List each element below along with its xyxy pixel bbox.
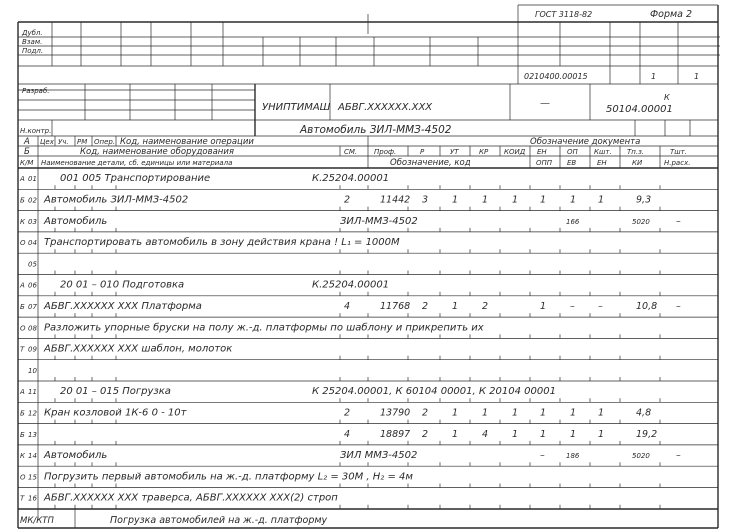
hdr-en-km: ЕН bbox=[597, 159, 607, 167]
row-value: – bbox=[598, 301, 603, 313]
row-code: ЗИЛ-ММЗ-4502 bbox=[340, 215, 418, 227]
row-number: 15 bbox=[28, 473, 37, 482]
form-labels bbox=[20, 9, 699, 526]
row-value: 4 bbox=[344, 301, 351, 313]
hdr-prof: Проф. bbox=[374, 148, 397, 156]
hdr-tsht: Тшт. bbox=[670, 148, 687, 156]
row-value: 2 bbox=[344, 194, 351, 206]
hdr-ki: КИ bbox=[632, 159, 643, 167]
hdr-tag-km: К/М bbox=[20, 159, 34, 167]
row-text: Автомобиль bbox=[44, 450, 108, 462]
row-number: 05 bbox=[28, 260, 37, 269]
row-value: 4 bbox=[482, 428, 489, 440]
row-value: 1 bbox=[598, 428, 605, 440]
row-number: 12 bbox=[28, 409, 37, 418]
footer-text: Погрузка автомобилей на ж.-д. платформу bbox=[110, 515, 328, 526]
row-tag: Б bbox=[20, 303, 25, 312]
row-value: 3 bbox=[422, 194, 429, 206]
row-value: 1 bbox=[540, 301, 547, 313]
row-value: 1 bbox=[482, 194, 489, 206]
dash-mark: — bbox=[540, 98, 550, 109]
hdr-nrash: Н.расх. bbox=[664, 159, 691, 167]
hdr-koid: КОИД bbox=[504, 148, 526, 156]
hdr-opp: ОПП bbox=[536, 159, 553, 167]
hdr-rm: РМ bbox=[77, 138, 88, 146]
hdr-ut: УТ bbox=[450, 148, 459, 156]
row-value: 11442 bbox=[380, 194, 411, 206]
hdr-cex: Цех bbox=[40, 138, 54, 146]
row-number: 09 bbox=[28, 345, 37, 354]
label-dubl: Дубл. bbox=[22, 29, 43, 37]
row-value: 1 bbox=[540, 407, 547, 419]
row-tag: О bbox=[20, 324, 26, 333]
row-value: 4,8 bbox=[636, 407, 652, 419]
row-text: АБВГ.XXXXXX XXX Платформа bbox=[44, 301, 202, 313]
row-value: 1 bbox=[598, 194, 605, 206]
hdr-kr: КР bbox=[479, 148, 489, 156]
row-tag: А bbox=[20, 388, 25, 397]
hdr-kst: Кшт. bbox=[594, 148, 612, 156]
row-value: 1 bbox=[570, 194, 577, 206]
k-number: 50104.00001 bbox=[606, 104, 673, 115]
row-text: Погрузить первый автомобиль на ж.-д. платформу L₂ = 30М , H₂ = 4м bbox=[44, 471, 413, 483]
row-value: 2 bbox=[422, 428, 429, 440]
document-code: АБВГ.XXXXXX.XXX bbox=[338, 102, 433, 113]
operation-rows bbox=[18, 173, 718, 509]
row-code: К.25204.00001 bbox=[312, 279, 390, 291]
row-value: 9,3 bbox=[636, 194, 652, 206]
sheet-number-b: 1 bbox=[694, 72, 700, 81]
doc-number: 0210400.00015 bbox=[524, 72, 588, 81]
row-code: К 25204.00001, К 60104 00001, К 20104 00001 bbox=[312, 386, 556, 398]
row-text: Разложить упорные бруски на полу ж.-д. платформы по шаблону и прикрепить их bbox=[44, 322, 484, 334]
row-value: 1 bbox=[512, 428, 519, 440]
label-podl: Подл. bbox=[22, 47, 44, 55]
row-text: 20 01 – 015 Погрузка bbox=[60, 386, 171, 398]
row-number: 08 bbox=[28, 324, 37, 333]
row-value: – bbox=[676, 450, 681, 462]
row-value: 1 bbox=[452, 407, 459, 419]
row-value: 1 bbox=[452, 301, 459, 313]
hdr-oper: Опер. bbox=[94, 138, 116, 146]
row-tag: Б bbox=[20, 409, 25, 418]
row-value: 186 bbox=[566, 452, 580, 461]
hdr-tag-b: Б bbox=[24, 147, 30, 157]
row-value: – bbox=[540, 450, 545, 462]
footer-label: МК/КТП bbox=[20, 516, 54, 526]
row-number: 10 bbox=[28, 366, 37, 375]
row-value: 2 bbox=[422, 407, 429, 419]
row-text: АБВГ.XXXXXX XXX траверса, АБВГ.XXXXXX XXX(2) строп bbox=[44, 492, 338, 504]
hdr-equipment: Код, наименование оборудования bbox=[80, 147, 234, 157]
hdr-uch: Уч. bbox=[58, 138, 69, 146]
row-text: 20 01 – 010 Подготовка bbox=[60, 279, 185, 291]
row-number: 04 bbox=[28, 239, 37, 248]
product-title: Автомобиль ЗИЛ-ММЗ-4502 bbox=[300, 124, 452, 136]
row-number: 07 bbox=[28, 303, 37, 312]
row-number: 02 bbox=[28, 196, 37, 205]
hdr-material-name: Наименование детали, сб. единицы или материала bbox=[41, 159, 233, 167]
row-tag: А bbox=[20, 281, 25, 290]
row-value: 4 bbox=[344, 428, 351, 440]
row-number: 06 bbox=[28, 281, 37, 290]
organization-name: УНИПТИМАШ bbox=[262, 102, 331, 113]
row-text: Автомобиль ЗИЛ-ММЗ-4502 bbox=[44, 194, 189, 206]
hdr-en: ЕН bbox=[537, 148, 547, 156]
row-number: 11 bbox=[28, 388, 37, 397]
label-vzam: Взам. bbox=[22, 38, 43, 46]
row-value: 1 bbox=[570, 407, 577, 419]
row-value: 1 bbox=[452, 194, 459, 206]
hdr-tpz: Тп.з. bbox=[627, 148, 645, 156]
k-label: К bbox=[664, 93, 670, 102]
row-value: 5020 bbox=[632, 217, 650, 226]
hdr-doc: Обозначение документа bbox=[530, 137, 641, 147]
row-tag: О bbox=[20, 473, 26, 482]
row-code: К.25204.00001 bbox=[312, 173, 390, 185]
row-number: 03 bbox=[28, 217, 37, 226]
row-value: – bbox=[676, 301, 681, 313]
row-text: Кран козловой 1К-6 0 - 10т bbox=[44, 407, 187, 419]
hdr-sm: СМ. bbox=[344, 148, 358, 156]
row-value: 1 bbox=[452, 428, 459, 440]
row-text: 001 005 Транспортирование bbox=[60, 173, 211, 185]
row-tag: Б bbox=[20, 430, 25, 439]
gost-label: ГОСТ 3118-82 bbox=[535, 10, 593, 19]
row-code: ЗИЛ ММЗ-4502 bbox=[340, 450, 418, 462]
row-value: 10,8 bbox=[636, 301, 658, 313]
hdr-oboz: Обозначение, код bbox=[390, 158, 471, 168]
row-value: 19,2 bbox=[636, 428, 658, 440]
row-number: 16 bbox=[28, 494, 37, 503]
row-number: 14 bbox=[28, 452, 37, 461]
row-text: Автомобиль bbox=[44, 215, 108, 227]
row-value: – bbox=[676, 215, 681, 227]
row-value: 2 bbox=[422, 301, 429, 313]
row-number: 01 bbox=[28, 175, 37, 184]
row-value: 13790 bbox=[380, 407, 411, 419]
row-value: 166 bbox=[566, 217, 580, 226]
row-tag: О bbox=[20, 239, 26, 248]
row-text: АБВГ.XXXXXX XXX шаблон, молоток bbox=[44, 343, 233, 355]
row-value: 1 bbox=[540, 194, 547, 206]
row-tag: Т bbox=[20, 494, 25, 503]
row-value: 1 bbox=[482, 407, 489, 419]
hdr-op: ОП bbox=[567, 148, 578, 156]
row-tag: Т bbox=[20, 345, 25, 354]
row-value: 1 bbox=[512, 407, 519, 419]
hdr-r: Р bbox=[420, 148, 425, 156]
row-value: 11768 bbox=[380, 301, 411, 313]
row-value: 2 bbox=[344, 407, 351, 419]
sheet-number-a: 1 bbox=[651, 72, 657, 81]
row-value: – bbox=[570, 301, 575, 313]
row-number: 13 bbox=[28, 430, 37, 439]
row-value: 1 bbox=[598, 407, 605, 419]
row-value: 2 bbox=[482, 301, 489, 313]
row-tag: А bbox=[20, 175, 25, 184]
hdr-code-name: Код, наименование операции bbox=[120, 137, 254, 147]
hdr-ev: ЕВ bbox=[567, 159, 577, 167]
row-tag: К bbox=[20, 452, 25, 461]
row-tag: Б bbox=[20, 196, 25, 205]
row-value: 5020 bbox=[632, 452, 650, 461]
row-tag: К bbox=[20, 217, 25, 226]
hdr-tag-a: А bbox=[24, 137, 30, 147]
row-value: 1 bbox=[512, 194, 519, 206]
row-text: Транспортировать автомобиль в зону действия крана ! L₁ = 1000М bbox=[44, 237, 400, 249]
label-razrab: Разраб. bbox=[22, 87, 50, 95]
forma-label: Форма 2 bbox=[650, 9, 693, 20]
row-value: 1 bbox=[570, 428, 577, 440]
row-value: 18897 bbox=[380, 428, 411, 440]
row-value: 1 bbox=[540, 428, 547, 440]
label-nkontr: Н.контр. bbox=[20, 127, 52, 135]
